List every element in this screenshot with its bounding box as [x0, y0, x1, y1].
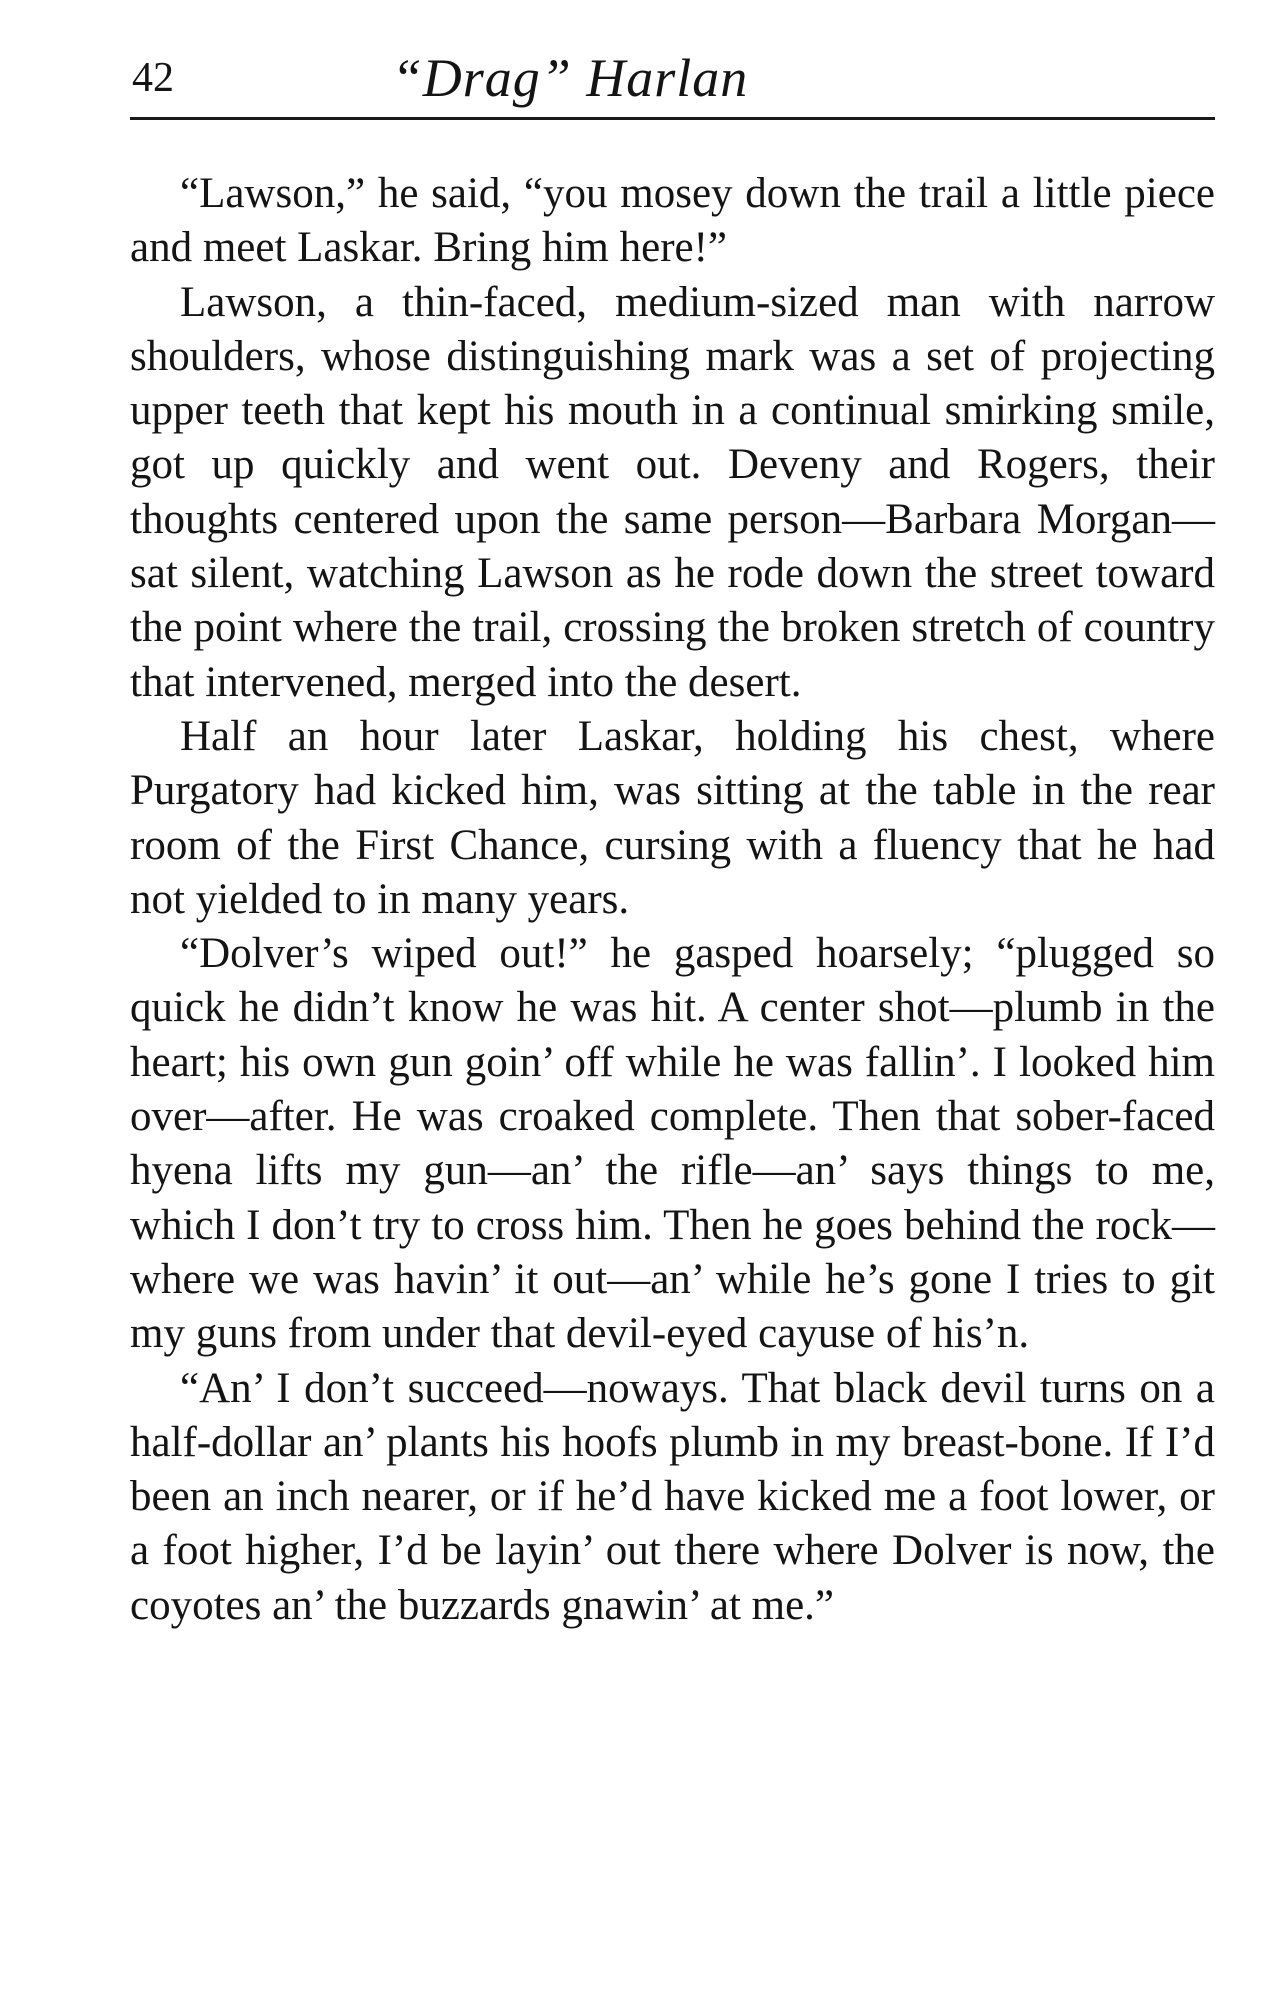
page-header — [130, 40, 1215, 110]
paragraph: “Lawson,” he said, “you mosey down the trail a little piece and meet Laskar. Bring him here!” — [130, 170, 1215, 272]
body-text — [130, 167, 1215, 1633]
paragraph: “An’ I don’t succeed—noways. That black devil turns on a half-dollar an’ plants his hoofs plumb in my breast-bone. If I’d been an inch nearer, or if he’d have kicked me a foot lower, or a foot higher, I’d be layin’ out there where Dolver is now, the coyotes an’ the buzzards gnawin’ at me.” — [130, 1364, 1215, 1629]
paragraph: Lawson, a thin-faced, medium-sized man with narrow shoulders, whose distinguishing mark was a set of projecting upper teeth that kept his mouth in a continual smirking smile, got up quickly and went out. Deveny and Rogers, their thoughts centered upon the same person—Barbara Morgan—sat silent, watching Lawson as he rode down the street toward the point where the trail, crossing the broken stretch of country that intervened, merged into the desert. — [130, 278, 1215, 706]
header-rule — [130, 117, 1215, 120]
page-number: 42 — [132, 55, 174, 101]
running-title: “Drag” Harlan — [391, 48, 749, 108]
paragraph: Half an hour later Laskar, holding his chest, where Purgatory had kicked him, was sitting at the table in the rear room of the First Chance, cursing with a fluency that he had not yielded to in many years. — [130, 712, 1215, 923]
paragraph: “Dolver’s wiped out!” he gasped hoarsely; “plugged so quick he didn’t know he was hit. A center shot—plumb in the heart; his own gun goin’ off while he was fallin’. I looked him over—after. He was croaked complete. Then that sober-faced hyena lifts my gun—an’ the rifle—an’ says things to me, which I don’t try to cross him. Then he goes behind the rock—where we was havin’ it out—an’ while he’s gone I tries to git my guns from under that devil-eyed cayuse of his’n. — [130, 930, 1215, 1358]
book-page — [130, 0, 1215, 1999]
